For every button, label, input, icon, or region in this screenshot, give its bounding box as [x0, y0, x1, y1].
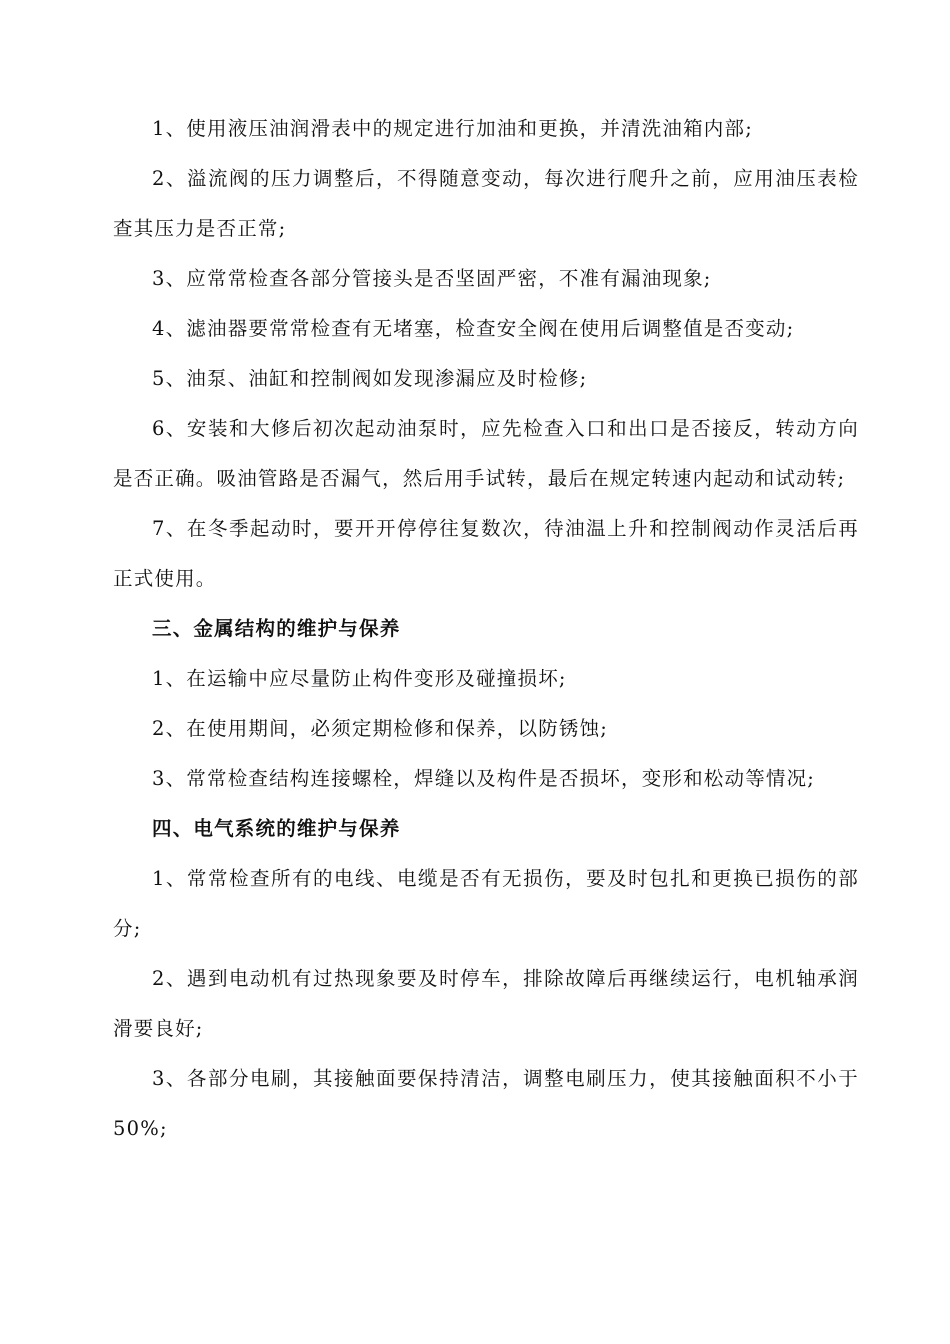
- structure-item-2: 2、在使用期间，必须定期检修和保养，以防锈蚀;: [152, 717, 609, 740]
- section-4-heading: 四、电气系统的维护与保养: [152, 817, 401, 840]
- electrical-item-3: 3、各部分电刷，其接触面要保持清洁，调整电刷压力，使其接触面积不小于50%;: [113, 1067, 859, 1140]
- structure-item-1: 1、在运输中应尽量防止构件变形及碰撞损坏;: [152, 667, 567, 690]
- hydraulic-item-5: 5、油泵、油缸和控制阀如发现渗漏应及时检修;: [152, 367, 588, 390]
- hydraulic-item-1: 1、使用液压油润滑表中的规定进行加油和更换，并清洗油箱内部;: [152, 117, 753, 140]
- electrical-item-2: 2、遇到电动机有过热现象要及时停车，排除故障后再继续运行，电机轴承润滑要良好;: [113, 967, 859, 1040]
- structure-item-3: 3、常常检查结构连接螺栓，焊缝以及构件是否损坏，变形和松动等情况;: [152, 767, 816, 790]
- section-3-heading: 三、金属结构的维护与保养: [152, 617, 401, 640]
- document-body: [113, 104, 859, 1154]
- hydraulic-item-2: 2、溢流阀的压力调整后，不得随意变动，每次进行爬升之前，应用油压表检查其压力是否正常;: [113, 167, 859, 240]
- hydraulic-item-6: 6、安装和大修后初次起动油泵时，应先检查入口和出口是否接反，转动方向是否正确。吸油管路是否漏气，然后用手试转，最后在规定转速内起动和试动转;: [113, 417, 859, 490]
- electrical-item-1: 1、常常检查所有的电线、电缆是否有无损伤，要及时包扎和更换已损伤的部分;: [113, 867, 859, 940]
- hydraulic-item-4: 4、滤油器要常常检查有无堵塞，检查安全阀在使用后调整值是否变动;: [152, 317, 795, 340]
- hydraulic-item-7: 7、在冬季起动时，要开开停停往复数次，待油温上升和控制阀动作灵活后再正式使用。: [113, 517, 859, 590]
- hydraulic-item-3: 3、应常常检查各部分管接头是否坚固严密，不准有漏油现象;: [152, 267, 712, 290]
